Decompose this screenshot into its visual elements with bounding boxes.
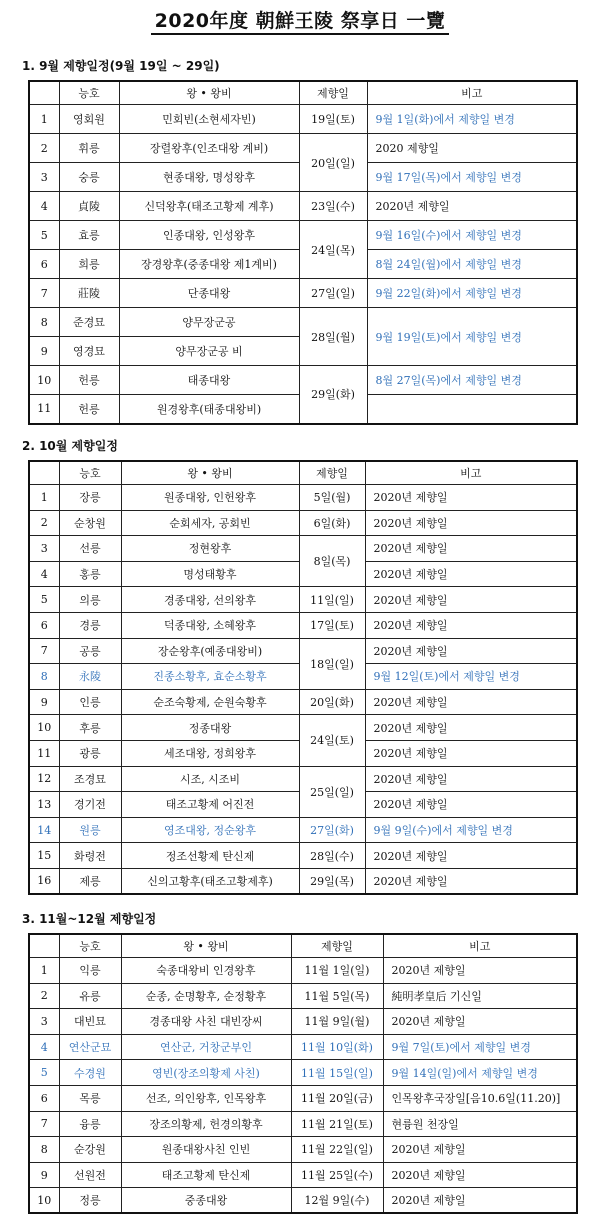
rite-date: 29일(화) bbox=[299, 366, 367, 424]
remark: 9월 9일(수)에서 제향일 변경 bbox=[365, 817, 577, 843]
table-row bbox=[29, 612, 577, 638]
tomb-name: 제릉 bbox=[59, 868, 121, 894]
king-queen: 세조대왕, 정희왕후 bbox=[121, 740, 299, 766]
rite-date: 11월 25일(수) bbox=[291, 1162, 383, 1188]
row-number: 4 bbox=[29, 561, 59, 587]
rite-date: 25일(일) bbox=[299, 766, 365, 817]
row-number: 3 bbox=[29, 1009, 59, 1035]
tomb-name: 홍릉 bbox=[59, 561, 121, 587]
rite-date: 23일(수) bbox=[299, 192, 367, 221]
tomb-name: 경기전 bbox=[59, 792, 121, 818]
row-number: 9 bbox=[29, 1162, 59, 1188]
row-number: 9 bbox=[29, 689, 59, 715]
king-queen: 영빈(장조의황제 사친) bbox=[121, 1060, 291, 1086]
remark: 2020년 제향일 bbox=[383, 1137, 577, 1163]
remark: 純明孝皇后 기신일 bbox=[383, 983, 577, 1009]
row-number: 1 bbox=[29, 958, 59, 984]
tomb-name: 광릉 bbox=[59, 740, 121, 766]
king-queen: 순회세자, 공회빈 bbox=[121, 510, 299, 536]
rite-date: 11월 1일(일) bbox=[291, 958, 383, 984]
schedule-table-novdec bbox=[28, 933, 578, 1214]
tomb-name: 목릉 bbox=[59, 1085, 121, 1111]
remark: 2020년 제향일 bbox=[365, 510, 577, 536]
rite-date: 24일(토) bbox=[299, 715, 365, 766]
row-number: 5 bbox=[29, 221, 59, 250]
table-row bbox=[29, 1009, 577, 1035]
tomb-name: 장릉 bbox=[59, 485, 121, 511]
tomb-name: 원릉 bbox=[59, 817, 121, 843]
section-heading: 2. 10월 제향일정 bbox=[22, 439, 118, 453]
remark: 현륭원 천장일 bbox=[383, 1111, 577, 1137]
row-number: 8 bbox=[29, 664, 59, 690]
tomb-name: 永陵 bbox=[59, 664, 121, 690]
row-number: 6 bbox=[29, 612, 59, 638]
king-queen: 정종대왕 bbox=[121, 715, 299, 741]
row-number: 3 bbox=[29, 536, 59, 562]
table-row bbox=[29, 221, 577, 250]
tomb-name: 헌릉 bbox=[59, 395, 119, 424]
remark: 2020년 제향일 bbox=[365, 792, 577, 818]
table-row bbox=[29, 868, 577, 894]
row-number: 1 bbox=[29, 485, 59, 511]
header-king: 왕 • 왕비 bbox=[121, 934, 291, 958]
rite-date: 11월 10일(화) bbox=[291, 1034, 383, 1060]
tomb-name: 영회원 bbox=[59, 105, 119, 134]
header-tomb: 능호 bbox=[59, 461, 121, 485]
remark: 2020년 제향일 bbox=[365, 689, 577, 715]
remark: 2020 제향일 bbox=[367, 134, 577, 163]
rite-date: 11월 15일(일) bbox=[291, 1060, 383, 1086]
row-number: 12 bbox=[29, 766, 59, 792]
remark: 2020년 제향일 bbox=[365, 612, 577, 638]
header-tomb: 능호 bbox=[59, 934, 121, 958]
row-number: 2 bbox=[29, 510, 59, 536]
table-row bbox=[29, 1060, 577, 1086]
row-number: 10 bbox=[29, 366, 59, 395]
king-queen: 진종소황후, 효순소황후 bbox=[121, 664, 299, 690]
king-queen: 정조선황제 탄신제 bbox=[121, 843, 299, 869]
row-number: 7 bbox=[29, 279, 59, 308]
tomb-name: 희릉 bbox=[59, 250, 119, 279]
king-queen: 단종대왕 bbox=[119, 279, 299, 308]
header-date: 제향일 bbox=[299, 461, 365, 485]
rite-date: 11월 22일(일) bbox=[291, 1137, 383, 1163]
header-date: 제향일 bbox=[299, 81, 367, 105]
tomb-name: 수경원 bbox=[59, 1060, 121, 1086]
remark: 2020년 제향일 bbox=[365, 561, 577, 587]
king-queen: 명성태황후 bbox=[121, 561, 299, 587]
remark: 2020년 제향일 bbox=[365, 766, 577, 792]
row-number: 8 bbox=[29, 308, 59, 337]
row-number: 6 bbox=[29, 250, 59, 279]
tomb-name: 휘릉 bbox=[59, 134, 119, 163]
table-row bbox=[29, 536, 577, 562]
tomb-name: 순강원 bbox=[59, 1137, 121, 1163]
king-queen: 장렬왕후(인조대왕 계비) bbox=[119, 134, 299, 163]
table-row bbox=[29, 1137, 577, 1163]
table-row bbox=[29, 192, 577, 221]
rite-date: 11월 20일(금) bbox=[291, 1085, 383, 1111]
remark: 2020년 제향일 bbox=[365, 715, 577, 741]
row-number: 4 bbox=[29, 192, 59, 221]
table-row bbox=[29, 689, 577, 715]
table-row bbox=[29, 485, 577, 511]
table-row bbox=[29, 638, 577, 664]
table-row bbox=[29, 1188, 577, 1214]
king-queen: 원경왕후(태종대왕비) bbox=[119, 395, 299, 424]
row-number: 5 bbox=[29, 587, 59, 613]
tomb-name: 효릉 bbox=[59, 221, 119, 250]
tomb-name: 준경묘 bbox=[59, 308, 119, 337]
king-queen: 중종대왕 bbox=[121, 1188, 291, 1214]
header-note: 비고 bbox=[367, 81, 577, 105]
remark: 2020년 제향일 bbox=[383, 1162, 577, 1188]
row-number: 16 bbox=[29, 868, 59, 894]
tomb-name: 莊陵 bbox=[59, 279, 119, 308]
header-king: 왕 • 왕비 bbox=[121, 461, 299, 485]
table-row bbox=[29, 983, 577, 1009]
king-queen: 시조, 시조비 bbox=[121, 766, 299, 792]
row-number: 7 bbox=[29, 1111, 59, 1137]
king-queen: 장조의황제, 헌경의황후 bbox=[121, 1111, 291, 1137]
table-row bbox=[29, 1034, 577, 1060]
table-header-row bbox=[29, 934, 577, 958]
remark: 2020년 제향일 bbox=[365, 843, 577, 869]
remark: 2020년 제향일 bbox=[365, 485, 577, 511]
table-row bbox=[29, 1162, 577, 1188]
tomb-name: 정릉 bbox=[59, 1188, 121, 1214]
table-row bbox=[29, 308, 577, 337]
tomb-name: 선원전 bbox=[59, 1162, 121, 1188]
table-row bbox=[29, 587, 577, 613]
remark: 9월 16일(수)에서 제향일 변경 bbox=[367, 221, 577, 250]
rite-date: 18일(일) bbox=[299, 638, 365, 689]
table-row bbox=[29, 843, 577, 869]
table-row bbox=[29, 279, 577, 308]
tomb-name: 영경묘 bbox=[59, 337, 119, 366]
rite-date: 6일(화) bbox=[299, 510, 365, 536]
king-queen: 태종대왕 bbox=[119, 366, 299, 395]
row-number: 9 bbox=[29, 337, 59, 366]
section-heading: 1. 9월 제향일정(9월 19일 ~ 29일) bbox=[22, 59, 220, 73]
table-row bbox=[29, 715, 577, 741]
king-queen: 경종대왕 사친 대빈장씨 bbox=[121, 1009, 291, 1035]
king-queen: 양무장군공 bbox=[119, 308, 299, 337]
table-row bbox=[29, 1085, 577, 1111]
king-queen: 연산군, 거창군부인 bbox=[121, 1034, 291, 1060]
king-queen: 양무장군공 비 bbox=[119, 337, 299, 366]
king-queen: 덕종대왕, 소혜왕후 bbox=[121, 612, 299, 638]
remark: 2020년 제향일 bbox=[383, 1009, 577, 1035]
table-row bbox=[29, 1111, 577, 1137]
remark: 9월 19일(토)에서 제향일 변경 bbox=[367, 308, 577, 366]
header-note: 비고 bbox=[383, 934, 577, 958]
king-queen: 순조숙황제, 순원숙황후 bbox=[121, 689, 299, 715]
table-row bbox=[29, 510, 577, 536]
king-queen: 신의고황후(태조고황제후) bbox=[121, 868, 299, 894]
section-heading: 3. 11월~12월 제향일정 bbox=[22, 912, 157, 926]
row-number: 5 bbox=[29, 1060, 59, 1086]
remark: 2020년 제향일 bbox=[365, 868, 577, 894]
rite-date: 17일(토) bbox=[299, 612, 365, 638]
header-no bbox=[29, 934, 59, 958]
row-number: 6 bbox=[29, 1085, 59, 1111]
king-queen: 순종, 순명황후, 순정황후 bbox=[121, 983, 291, 1009]
remark: 2020년 제향일 bbox=[383, 1188, 577, 1214]
remark: 2020년 제향일 bbox=[365, 740, 577, 766]
remark: 8월 24일(월)에서 제향일 변경 bbox=[367, 250, 577, 279]
rite-date: 5일(월) bbox=[299, 485, 365, 511]
king-queen: 태조고황제 탄신제 bbox=[121, 1162, 291, 1188]
header-date: 제향일 bbox=[291, 934, 383, 958]
row-number: 2 bbox=[29, 983, 59, 1009]
table-row bbox=[29, 766, 577, 792]
king-queen: 영조대왕, 정순왕후 bbox=[121, 817, 299, 843]
rite-date: 12월 9일(수) bbox=[291, 1188, 383, 1214]
rite-date: 24일(목) bbox=[299, 221, 367, 279]
table-row bbox=[29, 958, 577, 984]
rite-date: 28일(월) bbox=[299, 308, 367, 366]
row-number: 3 bbox=[29, 163, 59, 192]
row-number: 10 bbox=[29, 1188, 59, 1214]
rite-date: 11월 9일(월) bbox=[291, 1009, 383, 1035]
header-note: 비고 bbox=[365, 461, 577, 485]
header-no bbox=[29, 461, 59, 485]
rite-date: 11월 21일(토) bbox=[291, 1111, 383, 1137]
rite-date: 11일(일) bbox=[299, 587, 365, 613]
king-queen: 현종대왕, 명성왕후 bbox=[119, 163, 299, 192]
rite-date: 27일(화) bbox=[299, 817, 365, 843]
remark: 9월 14일(일)에서 제향일 변경 bbox=[383, 1060, 577, 1086]
row-number: 7 bbox=[29, 638, 59, 664]
rite-date: 8일(목) bbox=[299, 536, 365, 587]
remark: 2020년 제향일 bbox=[367, 192, 577, 221]
remark: 9월 7일(토)에서 제향일 변경 bbox=[383, 1034, 577, 1060]
tomb-name: 공릉 bbox=[59, 638, 121, 664]
king-queen: 원종대왕사친 인빈 bbox=[121, 1137, 291, 1163]
header-king: 왕 • 왕비 bbox=[119, 81, 299, 105]
tomb-name: 의릉 bbox=[59, 587, 121, 613]
remark: 9월 12일(토)에서 제향일 변경 bbox=[365, 664, 577, 690]
tomb-name: 貞陵 bbox=[59, 192, 119, 221]
table-row bbox=[29, 817, 577, 843]
table-row bbox=[29, 134, 577, 163]
table-row bbox=[29, 366, 577, 395]
remark bbox=[367, 395, 577, 424]
king-queen: 원종대왕, 인헌왕후 bbox=[121, 485, 299, 511]
row-number: 10 bbox=[29, 715, 59, 741]
rite-date: 29일(목) bbox=[299, 868, 365, 894]
row-number: 8 bbox=[29, 1137, 59, 1163]
king-queen: 인종대왕, 인성왕후 bbox=[119, 221, 299, 250]
tomb-name: 숭릉 bbox=[59, 163, 119, 192]
king-queen: 선조, 의인왕후, 인목왕후 bbox=[121, 1085, 291, 1111]
rite-date: 20일(일) bbox=[299, 134, 367, 192]
tomb-name: 후릉 bbox=[59, 715, 121, 741]
row-number: 15 bbox=[29, 843, 59, 869]
tomb-name: 대빈묘 bbox=[59, 1009, 121, 1035]
row-number: 1 bbox=[29, 105, 59, 134]
table-header-row bbox=[29, 81, 577, 105]
remark: 9월 17일(목)에서 제향일 변경 bbox=[367, 163, 577, 192]
tomb-name: 인릉 bbox=[59, 689, 121, 715]
remark: 9월 1일(화)에서 제향일 변경 bbox=[367, 105, 577, 134]
tomb-name: 융릉 bbox=[59, 1111, 121, 1137]
header-no bbox=[29, 81, 59, 105]
schedule-table-oct bbox=[28, 460, 578, 895]
remark: 2020년 제향일 bbox=[383, 958, 577, 984]
king-queen: 장경왕후(중종대왕 제1계비) bbox=[119, 250, 299, 279]
king-queen: 정현왕후 bbox=[121, 536, 299, 562]
tomb-name: 헌릉 bbox=[59, 366, 119, 395]
row-number: 4 bbox=[29, 1034, 59, 1060]
tomb-name: 선릉 bbox=[59, 536, 121, 562]
rite-date: 28일(수) bbox=[299, 843, 365, 869]
row-number: 11 bbox=[29, 395, 59, 424]
page-title: 2020年度 朝鮮王陵 祭享日 一覽 bbox=[0, 6, 600, 33]
remark: 2020년 제향일 bbox=[365, 587, 577, 613]
remark: 2020년 제향일 bbox=[365, 536, 577, 562]
tomb-name: 유릉 bbox=[59, 983, 121, 1009]
remark: 2020년 제향일 bbox=[365, 638, 577, 664]
table-header-row bbox=[29, 461, 577, 485]
rite-date: 11월 5일(목) bbox=[291, 983, 383, 1009]
tomb-name: 조경묘 bbox=[59, 766, 121, 792]
tomb-name: 화령전 bbox=[59, 843, 121, 869]
tomb-name: 경릉 bbox=[59, 612, 121, 638]
row-number: 2 bbox=[29, 134, 59, 163]
remark: 9월 22일(화)에서 제향일 변경 bbox=[367, 279, 577, 308]
king-queen: 장순왕후(예종대왕비) bbox=[121, 638, 299, 664]
king-queen: 숙종대왕비 인경왕후 bbox=[121, 958, 291, 984]
row-number: 11 bbox=[29, 740, 59, 766]
table-row bbox=[29, 105, 577, 134]
rite-date: 20일(화) bbox=[299, 689, 365, 715]
king-queen: 신덕왕후(태조고황제 계후) bbox=[119, 192, 299, 221]
king-queen: 경종대왕, 선의왕후 bbox=[121, 587, 299, 613]
king-queen: 민회빈(소현세자빈) bbox=[119, 105, 299, 134]
schedule-table-sep bbox=[28, 80, 578, 425]
tomb-name: 연산군묘 bbox=[59, 1034, 121, 1060]
tomb-name: 순창원 bbox=[59, 510, 121, 536]
row-number: 13 bbox=[29, 792, 59, 818]
rite-date: 27일(일) bbox=[299, 279, 367, 308]
row-number: 14 bbox=[29, 817, 59, 843]
header-tomb: 능호 bbox=[59, 81, 119, 105]
rite-date: 19일(토) bbox=[299, 105, 367, 134]
tomb-name: 익릉 bbox=[59, 958, 121, 984]
king-queen: 태조고황제 어진전 bbox=[121, 792, 299, 818]
remark: 인목왕후국장일[음10.6일(11.20)] bbox=[383, 1085, 577, 1111]
remark: 8월 27일(목)에서 제향일 변경 bbox=[367, 366, 577, 395]
